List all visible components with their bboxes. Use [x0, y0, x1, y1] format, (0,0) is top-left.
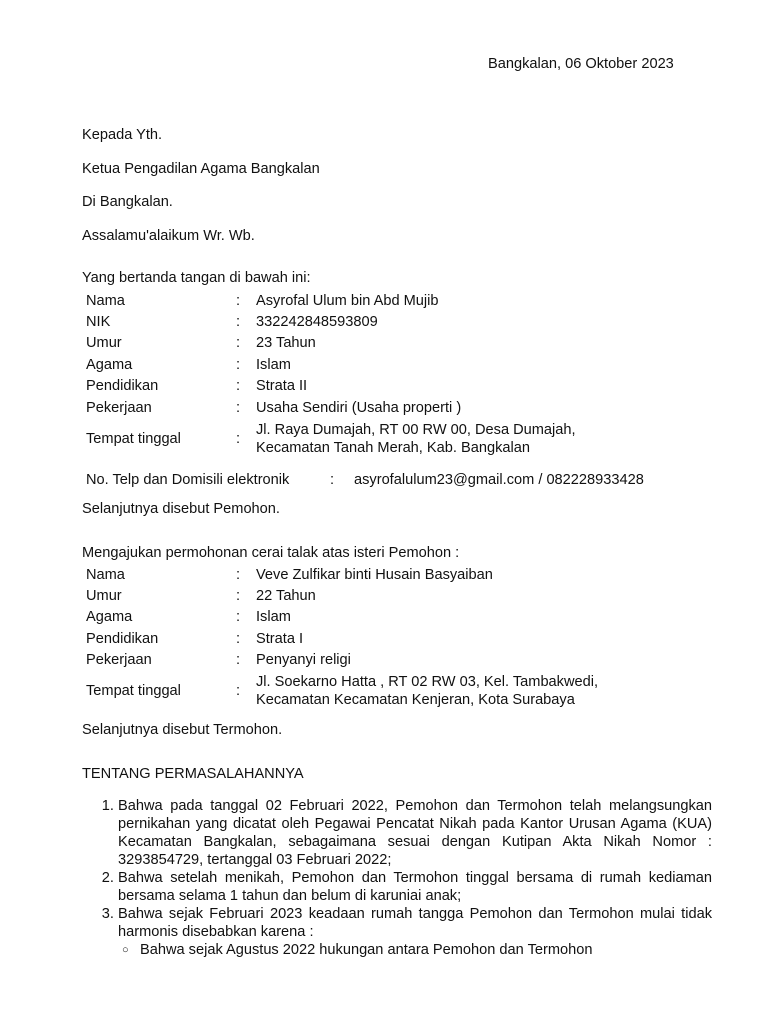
- field-label: Nama: [86, 566, 125, 583]
- sub-points-list: [118, 941, 712, 959]
- field-value: 22 Tahun: [256, 588, 316, 605]
- field-label: Nama: [86, 292, 125, 309]
- table-row: [82, 585, 598, 606]
- table-row: [82, 607, 598, 628]
- petitioner-intro: Yang bertanda tangan di bawah ini:: [82, 270, 311, 286]
- recipient-line-1: Kepada Yth.: [82, 127, 163, 143]
- respondent-outro: Selanjutnya disebut Termohon.: [82, 722, 283, 738]
- table-row: [82, 650, 598, 671]
- field-colon: :: [236, 630, 241, 647]
- field-value: [256, 418, 576, 459]
- table-row: [82, 376, 576, 397]
- field-colon: :: [236, 652, 241, 669]
- table-row: [82, 333, 576, 354]
- greeting: Assalamu'alaikum Wr. Wb.: [82, 228, 255, 244]
- field-label: Agama: [86, 356, 133, 373]
- recipient-line-3: Di Bangkalan.: [82, 194, 173, 210]
- list-item: [118, 905, 712, 959]
- list-item: 1. Bahwa pada tanggal 02 Februari 2022, Pemohon dan Termohon telah melangsungkan pernikahan yang dicatat oleh Pegawai Pencatat Nikah pada Kantor Urusan Agama (KUA) Kecamatan Bangkalan, sebagaimana sesuai dengan Kutipan Akta Nikah Nomor : 3293854729, tertanggal 03 Februari 2022;: [118, 797, 712, 869]
- field-colon: :: [236, 314, 241, 331]
- field-colon: :: [236, 609, 241, 626]
- contact-colon: :: [330, 472, 335, 488]
- field-value: Penyanyi religi: [256, 652, 351, 669]
- contact-value: asyrofalulum23@gmail.com / 082228933428: [354, 472, 644, 488]
- field-label: Tempat tinggal: [86, 683, 181, 700]
- sub-list-item: ○ Bahwa sejak Agustus 2022 hukungan antara Pemohon dan Termohon: [140, 941, 712, 959]
- field-value: Usaha Sendiri (Usaha properti ): [256, 399, 462, 416]
- field-colon: :: [236, 399, 241, 416]
- field-colon: :: [236, 566, 241, 583]
- address-line-1: Jl. Raya Dumajah, RT 00 RW 00, Desa Dumajah,: [256, 421, 576, 438]
- points-list: [92, 797, 712, 959]
- table-row: [82, 311, 576, 332]
- field-value: Islam: [256, 356, 291, 373]
- field-value: [256, 671, 598, 712]
- address-line-1: Jl. Soekarno Hatta , RT 02 RW 03, Kel. Tambakwedi,: [256, 674, 599, 691]
- field-label: Pekerjaan: [86, 652, 152, 669]
- respondent-intro: Mengajukan permohonan cerai talak atas isteri Pemohon :: [82, 545, 460, 561]
- table-row: [82, 354, 576, 375]
- table-row: [82, 418, 576, 459]
- table-row: [82, 290, 576, 311]
- list-item-text: Bahwa sejak Februari 2023 keadaan rumah tangga Pemohon dan Termohon mulai tidak harmonis disebabkan karena :: [118, 906, 712, 940]
- table-row: [82, 628, 598, 649]
- table-row: [82, 397, 576, 418]
- field-value: Strata I: [256, 630, 304, 647]
- petitioner-identity-table: [82, 290, 576, 459]
- contact-label: No. Telp dan Domisili elektronik: [86, 472, 290, 488]
- field-label: Pekerjaan: [86, 399, 152, 416]
- address-line-2: Kecamatan Kecamatan Kenjeran, Kota Surabaya: [256, 692, 575, 709]
- address-line-2: Kecamatan Tanah Merah, Kab. Bangkalan: [256, 439, 530, 456]
- list-item: 2. Bahwa setelah menikah, Pemohon dan Termohon tinggal bersama di rumah kediaman bersama selama 1 tahun dan belum di karuniai anak;: [118, 869, 712, 905]
- contact-row: [86, 472, 644, 488]
- respondent-identity-table: [82, 564, 598, 712]
- field-label: Umur: [86, 335, 122, 352]
- table-row: [82, 564, 598, 585]
- letter-date: Bangkalan, 06 Oktober 2023: [488, 56, 674, 72]
- field-value: Strata II: [256, 378, 308, 395]
- field-colon: :: [236, 356, 241, 373]
- field-value: 23 Tahun: [256, 335, 316, 352]
- field-label: Tempat tinggal: [86, 430, 181, 447]
- field-label: Agama: [86, 609, 133, 626]
- field-label: Pendidikan: [86, 630, 159, 647]
- recipient-line-2: Ketua Pengadilan Agama Bangkalan: [82, 161, 320, 177]
- field-value: Asyrofal Ulum bin Abd Mujib: [256, 292, 439, 309]
- field-label: Umur: [86, 588, 122, 605]
- field-colon: :: [236, 588, 241, 605]
- field-value: Islam: [256, 609, 291, 626]
- table-row: [82, 671, 598, 712]
- field-colon: :: [236, 335, 241, 352]
- field-colon: :: [236, 378, 241, 395]
- field-colon: :: [236, 430, 241, 447]
- field-colon: :: [236, 683, 241, 700]
- field-label: Pendidikan: [86, 378, 159, 395]
- field-value: Veve Zulfikar binti Husain Basyaiban: [256, 566, 493, 583]
- field-value: 332242848593809: [256, 314, 378, 331]
- petitioner-outro: Selanjutnya disebut Pemohon.: [82, 501, 280, 517]
- field-label: NIK: [86, 314, 111, 331]
- field-colon: :: [236, 292, 241, 309]
- section-title: TENTANG PERMASALAHANNYA: [82, 766, 304, 782]
